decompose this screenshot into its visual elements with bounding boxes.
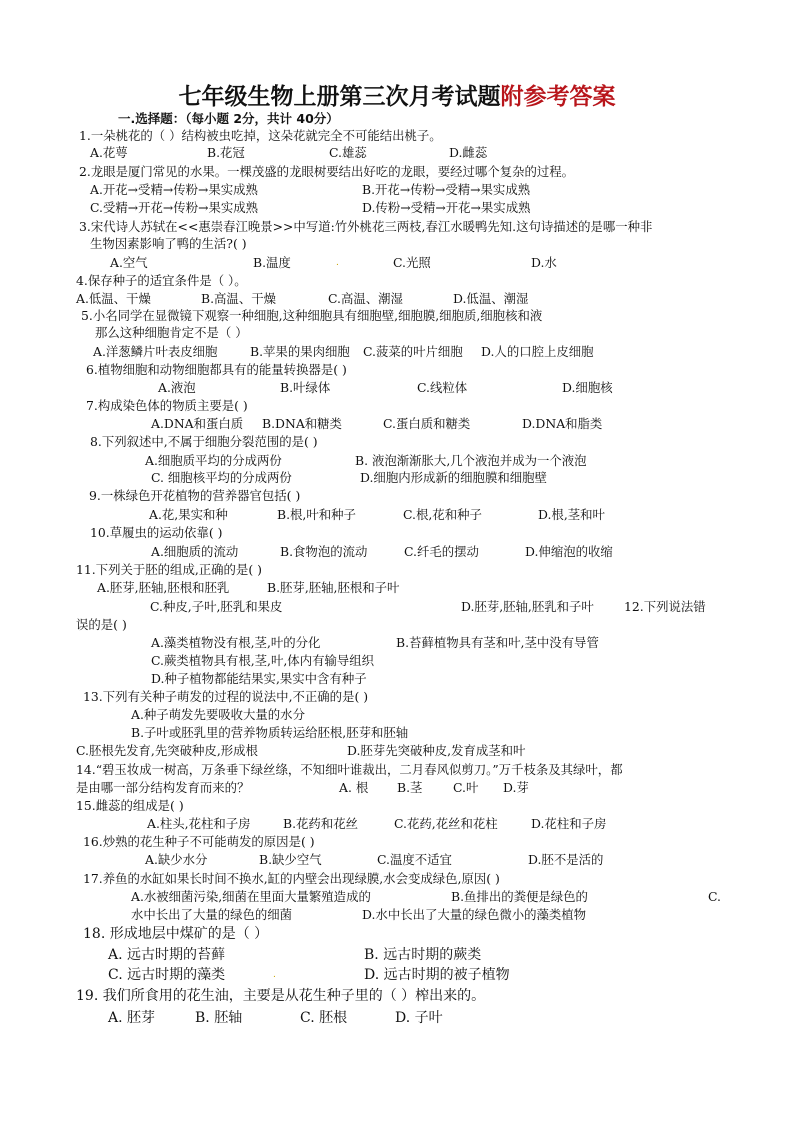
q11-stem: 11.下列关于胚的组成,正确的是( )	[76, 562, 262, 577]
q10-option-b: B.食物泡的流动	[280, 544, 368, 559]
q11-option-d: D.胚芽,胚轴,胚乳和子叶	[461, 599, 594, 614]
q14-option-c: C.叶	[453, 780, 479, 795]
q1-option-c: C.雄蕊	[329, 145, 367, 160]
q2-option-d: D.传粉→受精→开花→果实成熟	[362, 200, 531, 215]
q12-stem-line2: 误的是( )	[76, 617, 127, 632]
q5-stem-line1: 5.小名同学在显微镜下观察一种细胞,这种细胞具有细胞壁,细胞膜,细胞质,细胞核和液	[81, 308, 543, 323]
q5-stem-line2: 那么这种细胞肯定不是（ ）	[95, 325, 248, 340]
q17-option-c-letter: C.	[708, 889, 721, 904]
q18-option-c: C. 远古时期的藻类	[108, 967, 226, 983]
q15-option-d: D.花柱和子房	[531, 816, 607, 831]
q14-option-b: B.茎	[397, 780, 423, 795]
q16-option-a: A.缺少水分	[145, 852, 208, 867]
q8-option-c: C. 细胞核平均的分成两份	[151, 470, 292, 485]
q17-option-b: B.鱼排出的粪便是绿色的	[451, 889, 588, 904]
q14-option-a: A. 根	[339, 780, 369, 795]
q11-option-a: A.胚芽,胚轴,胚根和胚乳	[97, 580, 230, 595]
q8-stem: 8.下列叙述中,不属于细胞分裂范围的是( )	[90, 434, 318, 449]
q10-option-d: D.伸缩泡的收缩	[525, 544, 613, 559]
scan-speck: .	[336, 258, 339, 268]
q10-stem: 10.草履虫的运动依靠( )	[90, 525, 223, 540]
q12-option-c: C.蕨类植物具有根,茎,叶,体内有输导组织	[151, 653, 375, 668]
q5-option-d: D.人的口腔上皮细胞	[481, 344, 594, 359]
q8-option-b: B. 液泡渐渐胀大,几个液泡并成为一个液泡	[355, 453, 587, 468]
q3-option-a: A.空气	[110, 255, 148, 270]
q16-option-b: B.缺少空气	[259, 852, 322, 867]
q6-option-a: A.液泡	[158, 380, 196, 395]
q5-option-a: A.洋葱鳞片叶表皮细胞	[93, 344, 218, 359]
q7-option-d: D.DNA和脂类	[522, 416, 603, 431]
q14-option-d: D.芽	[503, 780, 529, 795]
q1-option-b: B.花冠	[207, 145, 245, 160]
q4-option-b: B.高温、干燥	[201, 291, 276, 306]
q13-stem: 13.下列有关种子萌发的过程的说法中,不正确的是( )	[83, 689, 369, 704]
q7-option-c: C.蛋白质和糖类	[383, 416, 471, 431]
q5-option-b: B.苹果的果肉细胞	[250, 344, 350, 359]
q10-option-c: C.纤毛的摆动	[404, 544, 479, 559]
q6-option-d: D.细胞核	[562, 380, 613, 395]
q2-option-c: C.受精→开花→传粉→果实成熟	[90, 200, 259, 215]
section-heading: 一.选择题：（每小题 2分，共计 40分）	[118, 111, 339, 126]
q2-stem: 2.龙眼是厦门常见的水果。一棵茂盛的龙眼树要结出好吃的龙眼，要经过哪个复杂的过程。	[79, 164, 575, 179]
q12-option-a: A.藻类植物没有根,茎,叶的分化	[151, 635, 321, 650]
q3-option-c: C.光照	[393, 255, 431, 270]
q3-option-b: B.温度	[253, 255, 291, 270]
q8-option-a: A.细胞质平均的分成两份	[145, 453, 282, 468]
q16-stem: 16.炒熟的花生种子不可能萌发的原因是( )	[83, 834, 315, 849]
q12-option-b: B.苔藓植物具有茎和叶,茎中没有导管	[396, 635, 599, 650]
q6-option-c: C.线粒体	[417, 380, 468, 395]
q1-option-a: A.花萼	[90, 145, 128, 160]
q16-option-c: C.温度不适宜	[377, 852, 452, 867]
q9-option-b: B.根,叶和种子	[277, 507, 356, 522]
q8-option-d: D.细胞内形成新的细胞膜和细胞壁	[360, 470, 547, 485]
q19-option-a: A. 胚芽	[108, 1010, 156, 1026]
q15-option-c: C.花药,花丝和花柱	[394, 816, 498, 831]
q19-stem: 19. 我们所食用的花生油，主要是从花生种子里的（ ）榨出来的。	[76, 988, 486, 1004]
q10-option-a: A.细胞质的流动	[151, 544, 239, 559]
page-title	[0, 78, 794, 111]
q19-option-b: B. 胚轴	[195, 1010, 243, 1026]
q18-option-d: D. 远古时期的被子植物	[364, 967, 510, 983]
q6-stem: 6.植物细胞和动物细胞都具有的能量转换器是( )	[86, 362, 347, 377]
q1-option-d: D.雌蕊	[449, 145, 488, 160]
q18-option-b: B. 远古时期的蕨类	[364, 947, 482, 963]
q19-option-d: D. 子叶	[395, 1010, 443, 1026]
q13-option-d: D.胚芽先突破种皮,发育成茎和叶	[347, 743, 526, 758]
q15-stem: 15.雌蕊的组成是( )	[76, 798, 184, 813]
scan-speck: .	[273, 970, 276, 980]
q17-stem: 17.养鱼的水缸如果长时间不换水,缸的内壁会出现绿膜,水会变成绿色,原因( )	[83, 871, 500, 886]
q18-stem: 18. 形成地层中煤矿的是（ ）	[83, 926, 269, 942]
q9-option-c: C.根,花和种子	[403, 507, 482, 522]
q18-option-a: A. 远古时期的苔藓	[108, 947, 226, 963]
q17-option-d: D.水中长出了大量的绿色微小的藻类植物	[362, 907, 587, 922]
q1-stem: 1.一朵桃花的（ ）结构被虫吃掉，这朵花就完全不可能结出桃子。	[79, 128, 442, 143]
q7-option-a: A.DNA和蛋白质	[151, 416, 244, 431]
q19-option-c: C. 胚根	[300, 1010, 348, 1026]
q3-option-d: D.水	[531, 255, 557, 270]
q17-option-c: 水中长出了大量的绿色的细菌	[131, 907, 293, 922]
title-main: 七年级生物上册第三次月考试题	[178, 84, 501, 110]
q9-option-a: A.花,果实和种	[149, 507, 228, 522]
q16-option-d: D.胚不是活的	[528, 852, 604, 867]
q13-option-b: B.子叶或胚乳里的营养物质转运给胚根,胚芽和胚轴	[131, 725, 409, 740]
q3-stem-line1: 3.宋代诗人苏轼在<<惠崇春江晚景>>中写道:竹外桃花三两枝,春江水暖鸭先知.这句诗描述的是哪一种非	[79, 219, 653, 234]
q4-option-a: A.低温、干燥	[76, 291, 151, 306]
q4-stem: 4.保存种子的适宜条件是（ ）。	[76, 273, 247, 288]
q15-option-a: A.柱头,花柱和子房	[147, 816, 251, 831]
q9-stem: 9.一株绿色开花植物的营养器官包括( )	[89, 488, 301, 503]
q4-option-d: D.低温、潮湿	[453, 291, 529, 306]
q5-option-c: C.菠菜的叶片细胞	[363, 344, 463, 359]
q13-option-a: A.种子萌发先要吸收大量的水分	[131, 707, 305, 722]
q15-option-b: B.花药和花丝	[283, 816, 358, 831]
q7-option-b: B.DNA和糖类	[262, 416, 342, 431]
q11-option-b: B.胚芽,胚轴,胚根和子叶	[267, 580, 400, 595]
q3-stem-line2: 生物因素影响了鸭的生活?( )	[90, 236, 247, 251]
q7-stem: 7.构成染色体的物质主要是( )	[86, 398, 248, 413]
q13-option-c: C.胚根先发育,先突破种皮,形成根	[76, 743, 258, 758]
q4-option-c: C.高温、潮湿	[328, 291, 403, 306]
title-suffix: 附参考答案	[500, 84, 616, 110]
q2-option-a: A.开花→受精→传粉→果实成熟	[90, 182, 258, 197]
q14-stem-line2: 是由哪一部分结构发育而来的？	[76, 780, 250, 795]
q11-option-c: C.种皮,子叶,胚乳和果皮	[150, 599, 283, 614]
q17-option-a: A.水被细菌污染,细菌在里面大量繁殖造成的	[131, 889, 371, 904]
q14-stem-line1: 14.“碧玉妆成一树高，万条垂下绿丝绦，不知细叶谁裁出，二月春风似剪刀。”万千枝条及其绿叶，都	[76, 762, 623, 777]
q9-option-d: D.根,茎和叶	[538, 507, 605, 522]
q2-option-b: B.开花→传粉→受精→果实成熟	[362, 182, 531, 197]
q12-stem-line1: 12.下列说法错	[624, 599, 706, 614]
q6-option-b: B.叶绿体	[280, 380, 331, 395]
q12-option-d: D.种子植物都能结果实,果实中含有种子	[151, 671, 367, 686]
